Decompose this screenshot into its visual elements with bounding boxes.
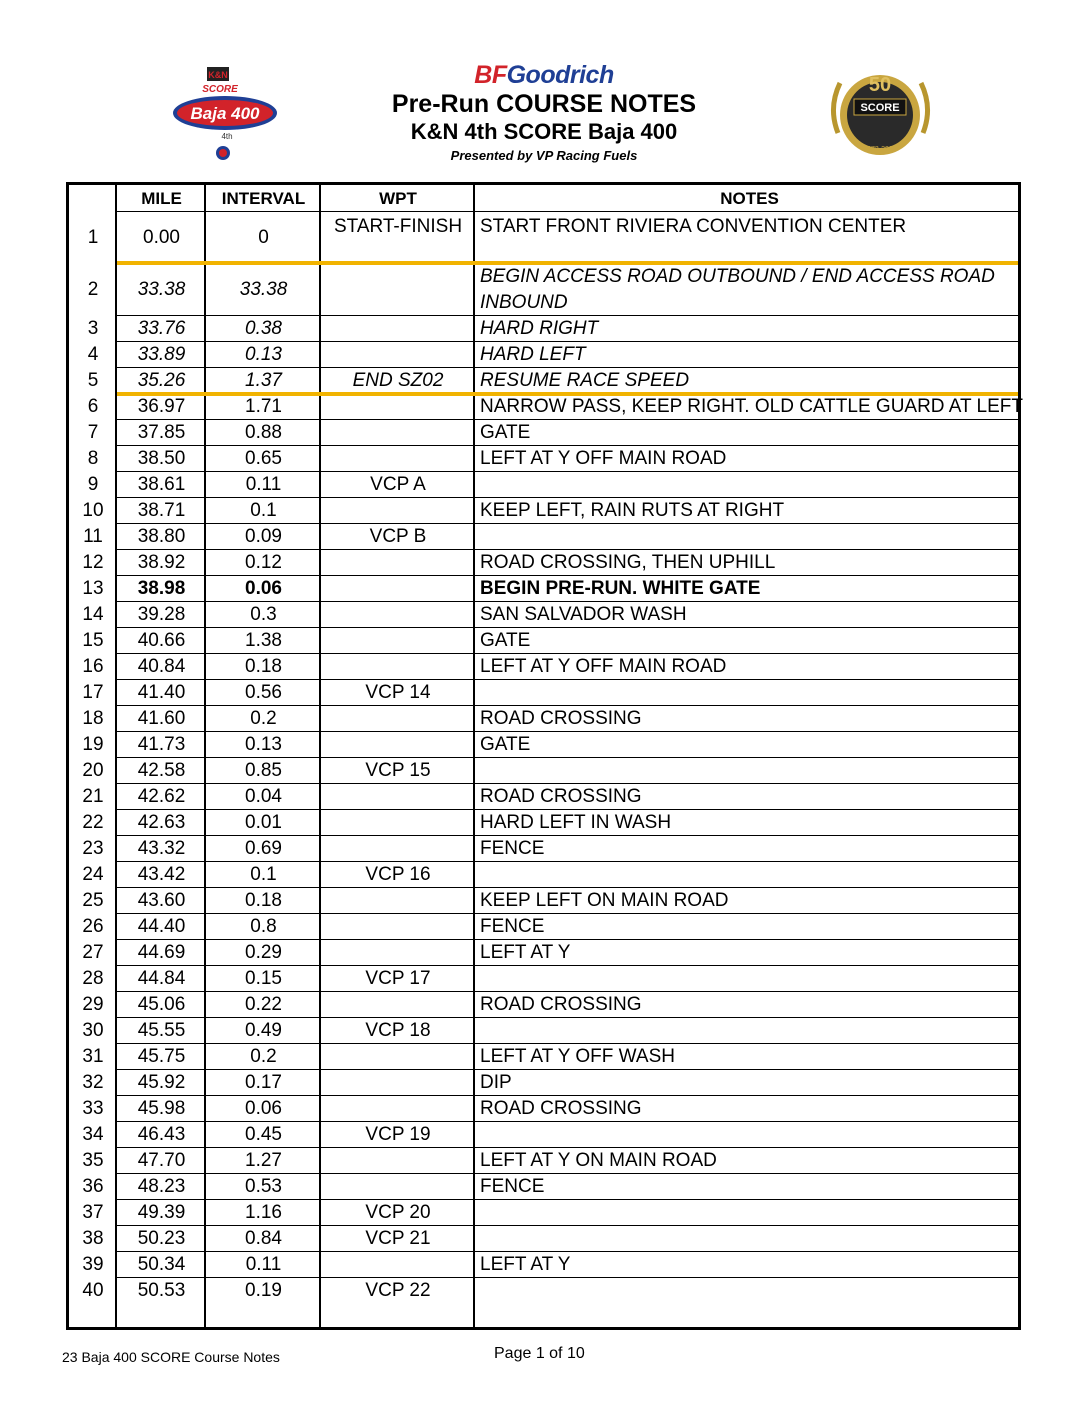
mile-cell: 44.84 [137, 968, 186, 989]
page-subtitle: K&N 4th SCORE Baja 400 [410, 119, 678, 144]
notes-cell: BEGIN PRE-RUN. WHITE GATE [480, 578, 761, 599]
waypoint-cell [321, 602, 475, 628]
table-row [69, 758, 1018, 784]
table-header-row [69, 185, 1018, 212]
row-index-cell: 2 [87, 278, 99, 300]
waypoint-cell [321, 1044, 475, 1070]
interval-cell: 0.13 [245, 344, 282, 365]
table-row [69, 472, 1018, 498]
notes-cell: FENCE [480, 838, 545, 859]
waypoint-cell: VCP A [370, 474, 426, 495]
mile-cell: 38.50 [137, 448, 186, 469]
waypoint-cell [321, 1148, 475, 1174]
waypoint-cell [321, 1096, 475, 1122]
interval-cell: 0.22 [245, 994, 282, 1015]
mile-cell: 43.42 [137, 864, 186, 885]
mile-cell: 45.55 [137, 1020, 186, 1041]
table-row [69, 706, 1018, 732]
header-cell-interval: INTERVAL [221, 188, 306, 208]
row-index-cell: 25 [82, 890, 104, 911]
table-row [69, 732, 1018, 758]
table-row [69, 316, 1018, 342]
waypoint-cell [321, 992, 475, 1018]
waypoint-cell: END SZ02 [352, 370, 444, 391]
notes-cell: ROAD CROSSING [480, 1098, 642, 1119]
logo-kn-text: K&N [208, 70, 228, 80]
waypoint-cell: VCP 20 [365, 1202, 431, 1223]
waypoint-cell: START-FINISH [333, 216, 463, 237]
notes-cell: ROAD CROSSING [480, 708, 642, 729]
notes-cell: ROAD CROSSING [480, 786, 642, 807]
row-index-cell: 19 [82, 734, 104, 755]
header-cell-index [69, 185, 117, 212]
waypoint-cell [321, 1174, 475, 1200]
waypoint-cell [321, 706, 475, 732]
waypoint-cell [321, 628, 475, 654]
score-50-anniversary-logo [818, 63, 943, 163]
mile-cell: 36.97 [137, 396, 186, 417]
waypoint-cell [321, 316, 475, 342]
notes-cell [475, 758, 1024, 784]
interval-cell: 0.45 [245, 1124, 282, 1145]
notes-cell: LEFT AT Y OFF MAIN ROAD [480, 656, 727, 677]
waypoint-cell [321, 914, 475, 940]
notes-cell [475, 1278, 1024, 1304]
interval-cell: 0.56 [245, 682, 282, 703]
row-index-cell: 36 [82, 1176, 104, 1197]
notes-cell: LEFT AT Y [480, 942, 571, 963]
row-index-cell: 9 [87, 474, 99, 495]
logo-score-text: SCORE [202, 84, 238, 95]
notes-cell: GATE [480, 734, 531, 755]
waypoint-cell [321, 732, 475, 758]
mile-cell: 47.70 [137, 1150, 186, 1171]
notes-cell: GATE [480, 630, 531, 651]
logo-score-text: SCORE [860, 102, 900, 114]
mile-cell: 40.66 [137, 630, 186, 651]
mile-cell: 41.40 [137, 682, 186, 703]
waypoint-cell: VCP 15 [365, 760, 431, 781]
notes-cell: HARD RIGHT [480, 318, 599, 339]
row-index-cell: 6 [87, 396, 99, 417]
row-index-cell: 16 [82, 656, 104, 677]
interval-cell: 0.1 [250, 500, 277, 521]
table-row [69, 628, 1018, 654]
row-index-cell: 5 [87, 370, 99, 391]
notes-cell [475, 524, 1024, 550]
table-row [69, 1278, 1018, 1304]
row-index-cell: 7 [87, 422, 99, 443]
course-notes-table [66, 182, 1024, 1330]
presenter-line: Presented by VP Racing Fuels [450, 148, 638, 163]
notes-cell: START FRONT RIVIERA CONVENTION CENTER [480, 216, 907, 237]
waypoint-cell: VCP 19 [365, 1124, 431, 1145]
brand-goodrich: Goodrich [506, 61, 614, 89]
row-index-cell: 33 [82, 1098, 104, 1119]
mile-cell: 44.40 [137, 916, 186, 937]
page-title: Pre-Run COURSE NOTES [391, 90, 697, 118]
notes-cell: NARROW PASS, KEEP RIGHT. OLD CATTLE GUARD AT LEFT [480, 396, 1024, 417]
row-index-cell: 24 [82, 864, 104, 885]
row-index-cell: 38 [82, 1228, 104, 1249]
interval-cell: 0.84 [245, 1228, 282, 1249]
row-index-cell: 26 [82, 916, 104, 937]
table-row [69, 1018, 1018, 1044]
row-index-cell: 29 [82, 994, 104, 1015]
mile-cell: 41.73 [137, 734, 186, 755]
interval-cell: 1.38 [245, 630, 282, 651]
table-row [69, 263, 1018, 316]
notes-cell: FENCE [480, 1176, 545, 1197]
table-row [69, 524, 1018, 550]
table-row [69, 836, 1018, 862]
notes-cell [475, 1200, 1024, 1226]
mile-cell: 37.85 [137, 422, 186, 443]
waypoint-cell [321, 394, 475, 420]
waypoint-cell [321, 550, 475, 576]
mile-cell: 33.38 [137, 278, 186, 300]
table-row [69, 784, 1018, 810]
interval-cell: 0.8 [250, 916, 277, 937]
interval-cell: 0.11 [245, 474, 282, 495]
table-row [69, 966, 1018, 992]
notes-cell [475, 680, 1024, 706]
waypoint-cell: VCP B [369, 526, 427, 547]
row-index-cell: 15 [82, 630, 104, 651]
waypoint-cell [321, 342, 475, 368]
interval-cell: 0.49 [245, 1020, 282, 1041]
mile-cell: 45.98 [137, 1098, 186, 1119]
table-row [69, 1070, 1018, 1096]
interval-cell: 0.2 [250, 708, 277, 729]
header-divider [117, 211, 1018, 212]
table-row [69, 888, 1018, 914]
mile-cell: 38.61 [137, 474, 186, 495]
header-cell-mile: MILE [141, 188, 182, 208]
row-index-cell: 10 [82, 500, 104, 521]
waypoint-cell [321, 263, 475, 316]
table-row [69, 602, 1018, 628]
table-row [69, 1044, 1018, 1070]
interval-cell: 0.11 [245, 1254, 282, 1275]
mile-cell: 42.63 [137, 812, 186, 833]
mile-cell: 41.60 [137, 708, 186, 729]
interval-cell: 0.65 [245, 448, 282, 469]
table-row [69, 342, 1018, 368]
notes-cell [475, 862, 1024, 888]
row-index-cell: 40 [82, 1280, 104, 1301]
table-row [69, 1174, 1018, 1200]
notes-cell: KEEP LEFT ON MAIN ROAD [480, 890, 729, 911]
row-index-cell: 20 [82, 760, 104, 781]
table-row [69, 1200, 1018, 1226]
waypoint-cell [321, 420, 475, 446]
mile-cell: 46.43 [137, 1124, 186, 1145]
row-index-cell: 30 [82, 1020, 104, 1041]
mile-cell: 50.23 [137, 1228, 186, 1249]
row-index-cell: 28 [82, 968, 104, 989]
table-row [69, 394, 1024, 420]
table-row [69, 810, 1018, 836]
table-row [69, 368, 1018, 394]
notes-cell: DIP [480, 1072, 512, 1093]
notes-cell: LEFT AT Y OFF MAIN ROAD [480, 448, 727, 469]
table-row [69, 446, 1018, 472]
table-row [69, 1096, 1018, 1122]
mile-cell: 43.60 [137, 890, 186, 911]
brand-bf: BF [474, 61, 507, 89]
header-cell-notes: NOTES [720, 188, 779, 208]
waypoint-cell: VCP 18 [365, 1020, 431, 1041]
row-index-cell: 27 [82, 942, 104, 963]
mile-cell: 38.98 [137, 578, 186, 599]
row-index-cell: 11 [83, 526, 103, 547]
interval-cell: 0.06 [245, 1098, 282, 1119]
interval-cell: 0.18 [245, 890, 282, 911]
notes-cell: BEGIN ACCESS ROAD OUTBOUND / END ACCESS ROAD INBOUND [480, 265, 995, 313]
row-index-cell: 14 [82, 604, 104, 625]
row-index-cell: 17 [82, 682, 104, 703]
interval-cell: 0.69 [245, 838, 282, 859]
table-row [69, 420, 1018, 446]
row-index-cell: 8 [87, 448, 99, 469]
interval-cell: 0.85 [245, 760, 282, 781]
notes-cell: HARD LEFT IN WASH [480, 812, 672, 833]
waypoint-cell [321, 888, 475, 914]
mile-cell: 33.89 [137, 344, 186, 365]
waypoint-cell [321, 576, 475, 602]
notes-cell: FENCE [480, 916, 545, 937]
interval-cell: 0.17 [245, 1072, 282, 1093]
interval-cell: 0.09 [245, 526, 282, 547]
interval-cell: 0.12 [245, 552, 282, 573]
mile-cell: 50.34 [137, 1254, 186, 1275]
row-index-cell: 32 [82, 1072, 104, 1093]
notes-cell [475, 1122, 1024, 1148]
waypoint-cell [321, 654, 475, 680]
row-index-cell: 4 [87, 344, 99, 365]
interval-cell: 0.15 [245, 968, 282, 989]
mile-cell: 42.62 [137, 786, 186, 807]
waypoint-cell: VCP 22 [365, 1280, 431, 1301]
interval-cell: 0 [258, 226, 269, 248]
row-index-cell: 22 [82, 812, 104, 833]
waypoint-cell [321, 498, 475, 524]
interval-cell: 0.29 [245, 942, 282, 963]
waypoint-cell [321, 810, 475, 836]
row-index-cell: 18 [82, 708, 104, 729]
mile-cell: 50.53 [137, 1280, 186, 1301]
notes-cell [475, 1018, 1024, 1044]
table-row [69, 498, 1018, 524]
notes-cell [475, 1226, 1024, 1252]
interval-cell: 0.53 [245, 1176, 282, 1197]
mile-cell: 42.58 [137, 760, 186, 781]
interval-cell: 0.01 [245, 812, 282, 833]
notes-cell [475, 966, 1024, 992]
row-index-cell: 39 [82, 1254, 104, 1275]
mile-cell: 48.23 [137, 1176, 186, 1197]
notes-cell [475, 472, 1024, 498]
row-index-cell: 3 [87, 318, 99, 339]
waypoint-cell: VCP 14 [365, 682, 431, 703]
mile-cell: 45.92 [137, 1072, 186, 1093]
table-row [69, 1252, 1018, 1278]
footer-page-number: Page 1 of 10 [494, 1345, 585, 1362]
table-row [69, 1148, 1018, 1174]
row-index-cell: 13 [82, 578, 104, 599]
row-index-cell: 37 [82, 1202, 104, 1223]
row-index-cell: 35 [82, 1150, 104, 1171]
logo-baja-text: Baja 400 [190, 104, 260, 123]
table-row [69, 862, 1018, 888]
row-index-cell: 12 [82, 552, 104, 573]
waypoint-cell [321, 446, 475, 472]
interval-cell: 0.06 [245, 578, 282, 599]
waypoint-cell: VCP 17 [365, 968, 431, 989]
mile-cell: 49.39 [137, 1202, 186, 1223]
mile-cell: 38.71 [137, 500, 186, 521]
table-row [69, 992, 1018, 1018]
row-index-cell: 21 [82, 786, 104, 807]
notes-cell: ROAD CROSSING [480, 994, 642, 1015]
interval-cell: 1.37 [245, 370, 282, 391]
interval-cell: 33.38 [239, 278, 288, 300]
mile-cell: 38.92 [137, 552, 186, 573]
interval-cell: 0.04 [245, 786, 282, 807]
waypoint-cell [321, 940, 475, 966]
waypoint-cell: VCP 16 [365, 864, 431, 885]
waypoint-cell [321, 1070, 475, 1096]
interval-cell: 0.13 [245, 734, 282, 755]
mile-cell: 33.76 [137, 318, 186, 339]
interval-cell: 1.71 [245, 396, 282, 417]
interval-cell: 0.88 [245, 422, 282, 443]
footer-document-name: 23 Baja 400 SCORE Course Notes [62, 1349, 280, 1365]
notes-cell: LEFT AT Y [480, 1254, 571, 1275]
interval-cell: 0.2 [250, 1046, 277, 1067]
table-row [69, 914, 1018, 940]
notes-cell: ROAD CROSSING, THEN UPHILL [480, 552, 776, 573]
logo-50-text: 50 [868, 74, 892, 96]
mile-cell: 39.28 [137, 604, 186, 625]
notes-cell: HARD LEFT [480, 344, 586, 365]
logo-edition-text: 4th [221, 132, 233, 141]
notes-cell: LEFT AT Y OFF WASH [480, 1046, 675, 1067]
waypoint-cell: VCP 21 [365, 1228, 431, 1249]
notes-cell: GATE [480, 422, 531, 443]
row-index-cell: 31 [82, 1046, 104, 1067]
interval-cell: 0.18 [245, 656, 282, 677]
table-row [69, 654, 1018, 680]
table-row [69, 940, 1018, 966]
waypoint-cell [321, 1252, 475, 1278]
table-row [69, 576, 1018, 602]
mile-cell: 45.06 [137, 994, 186, 1015]
interval-cell: 0.3 [250, 604, 277, 625]
waypoint-cell [321, 836, 475, 862]
table-row [69, 1122, 1018, 1148]
row-index-cell: 23 [82, 838, 104, 859]
mile-cell: 38.80 [137, 526, 186, 547]
table-row [69, 680, 1018, 706]
header-cell-wpt: WPT [379, 188, 417, 208]
notes-cell: KEEP LEFT, RAIN RUTS AT RIGHT [480, 500, 785, 521]
mile-cell: 43.32 [137, 838, 186, 859]
interval-cell: 0.1 [250, 864, 277, 885]
waypoint-cell [321, 784, 475, 810]
interval-cell: 1.16 [245, 1202, 282, 1223]
row-index-cell: 34 [82, 1124, 104, 1145]
mile-cell: 35.26 [137, 370, 186, 391]
table-row [69, 1226, 1018, 1252]
logo-years-text: 1973-2023 [863, 146, 897, 153]
table-row [69, 212, 1018, 263]
row-index-cell: 1 [87, 226, 99, 248]
table-row [69, 550, 1018, 576]
interval-cell: 1.27 [245, 1150, 282, 1171]
interval-cell: 0.19 [245, 1280, 282, 1301]
mile-cell: 44.69 [137, 942, 186, 963]
mile-cell: 40.84 [137, 656, 186, 677]
page-header [0, 55, 1088, 170]
notes-cell: RESUME RACE SPEED [480, 370, 690, 391]
notes-cell: LEFT AT Y ON MAIN ROAD [480, 1150, 717, 1171]
notes-cell: SAN SALVADOR WASH [480, 604, 687, 625]
interval-cell: 0.38 [245, 318, 282, 339]
mile-cell: 45.75 [137, 1046, 186, 1067]
mile-cell: 0.00 [143, 226, 180, 248]
